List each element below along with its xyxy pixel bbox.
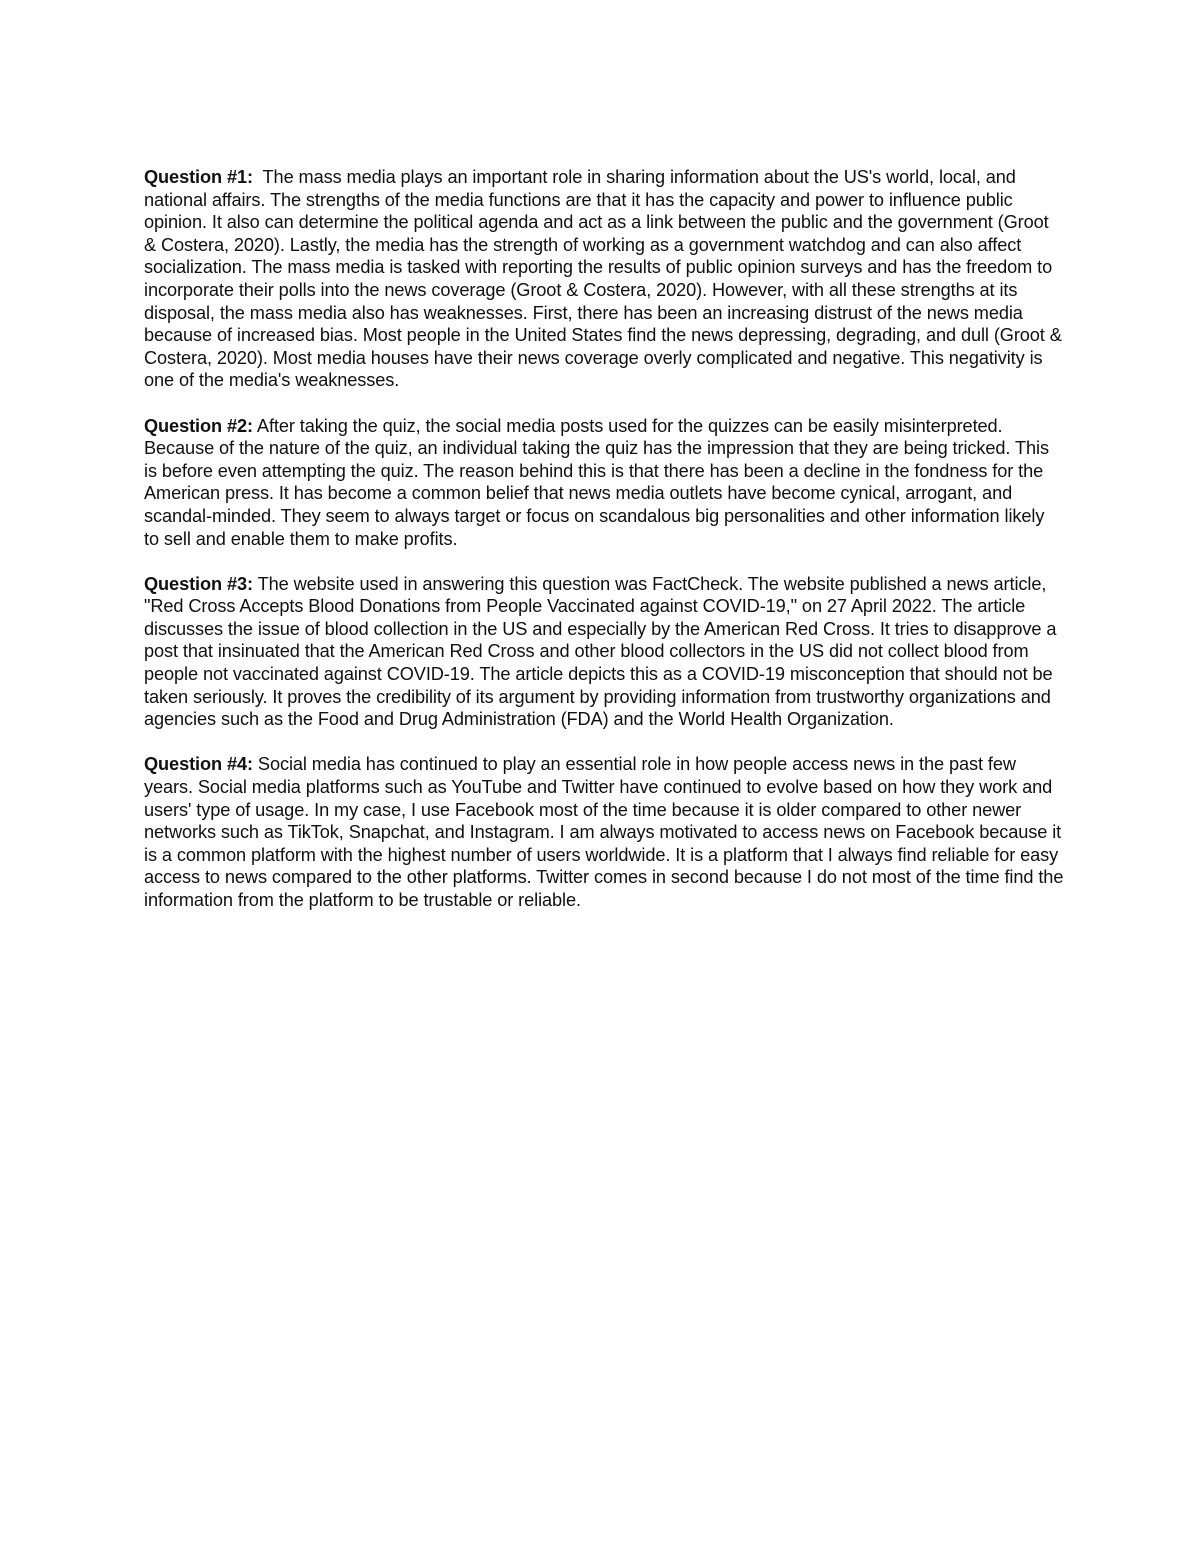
question-1-label: Question #1: xyxy=(144,167,253,187)
question-3-answer: The website used in answering this question was FactCheck. The website published a news article, "Red Cross Accepts Blood Donations from People Vaccinated against COVID-19," on 27 April 2022. The article discusses the issue of blood collection in the US and especially by the American Red Cross. It tries to disapprove a post that insinuated that the American Red Cross and other blood collectors in the US did not collect blood from people not vaccinated against COVID-19. The article depicts this as a COVID-19 misconception that should not be taken seriously. It proves the credibility of its argument by providing information from trustworthy organizations and agencies such as the Food and Drug Administration (FDA) and the World Health Organization. xyxy=(144,573,1062,730)
document-body xyxy=(144,166,1069,934)
question-1-answer: The mass media plays an important role in sharing information about the US's world, local, and national affairs. The strengths of the media functions are that it has the capacity and power to influence public opinion. It also can determine the political agenda and act as a link between the public and the government (Groot & Costera, 2020). Lastly, the media has the strength of working as a government watchdog and can also affect socialization. The mass media is tasked with reporting the results of public opinion surveys and has the freedom to incorporate their polls into the news coverage (Groot & Costera, 2020). However, with all these strengths at its disposal, the mass media also has weaknesses. First, there has been an increasing distrust of the news media because of increased bias. Most people in the United States find the news depressing, degrading, and dull (Groot & Costera, 2020). Most media houses have their news coverage overly complicated and negative. This negativity is one of the media's weaknesses. xyxy=(144,167,1067,391)
question-1-paragraph xyxy=(144,166,1067,392)
question-2-answer: After taking the quiz, the social media posts used for the quizzes can be easily misinterpreted. Because of the nature of the quiz, an individual taking the quiz has the impression that they are being tricked. This is before even attempting the quiz. The reason behind this is that there has been a decline in the fondness for the American press. It has become a common belief that news media outlets have become cynical, arrogant, and scandal-minded. They seem to always target or focus on scandalous big personalities and other information likely to sell and enable them to make profits. xyxy=(144,415,1054,549)
question-3-label: Question #3: xyxy=(144,573,253,594)
question-2-label: Question #2: xyxy=(144,415,253,436)
question-3-paragraph xyxy=(144,573,1064,731)
question-4-paragraph xyxy=(144,753,1069,911)
question-4-answer: Social media has continued to play an essential role in how people access news in the past few years. Social media platforms such as YouTube and Twitter have continued to evolve based on how they work and users' type of usage. In my case, I use Facebook most of the time because it is older compared to other newer networks such as TikTok, Snapchat, and Instagram. I am always motivated to access news on Facebook because it is a common platform with the highest number of users worldwide. It is a platform that I always find reliable for easy access to news compared to the other platforms. Twitter comes in second because I do not most of the time find the information from the platform to be trustable or reliable. xyxy=(144,754,1069,910)
question-4-label: Question #4: xyxy=(144,754,253,775)
question-2-paragraph xyxy=(144,415,1064,551)
